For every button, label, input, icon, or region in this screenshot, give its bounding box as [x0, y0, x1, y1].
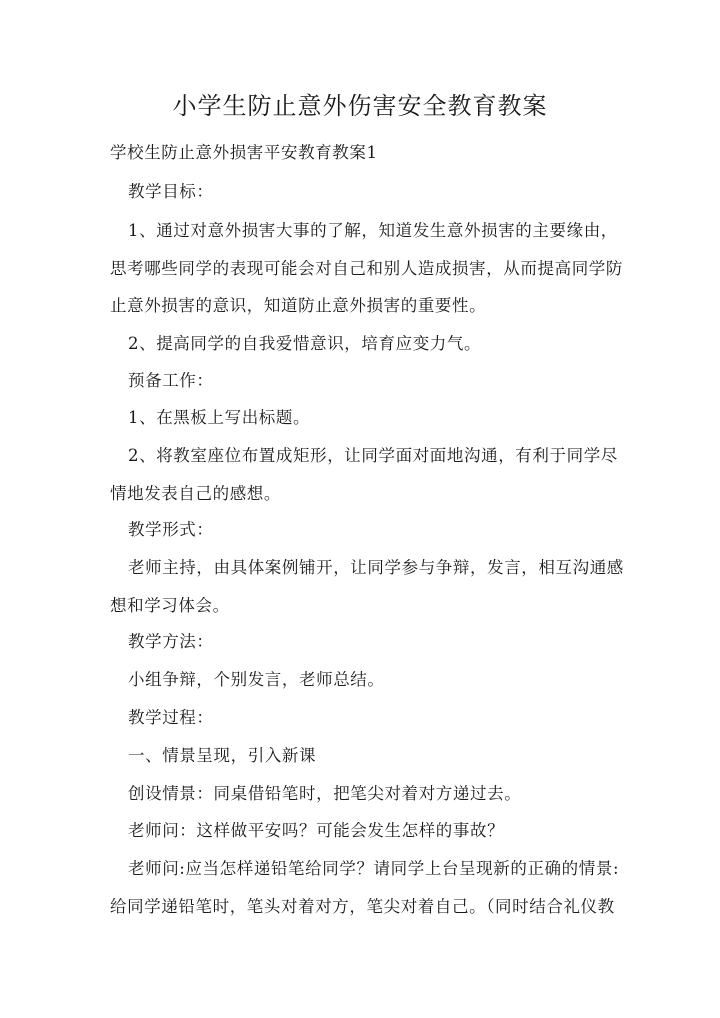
paragraph-line: 1、通过对意外损害大事的了解，知道发生意外损害的主要缘由， — [128, 221, 618, 240]
paragraph-line: 预备工作： — [128, 371, 214, 390]
document-subtitle: 学校生防止意外损害平安教育教案1 — [110, 143, 378, 162]
paragraph-line: 教学过程： — [128, 708, 214, 727]
paragraph-line: 小组争辩，个别发言，老师总结。 — [128, 670, 385, 689]
paragraph-line: 思考哪些同学的表现可能会对自己和别人造成损害，从而提高同学防 — [110, 259, 623, 278]
document-title: 小学生防止意外伤害安全教育教案 — [172, 92, 548, 120]
paragraph-line: 一、情景呈现，引入新课 — [128, 746, 317, 765]
paragraph-line: 教学形式： — [128, 520, 214, 539]
paragraph-line: 想和学习体会。 — [110, 596, 230, 615]
paragraph-line: 创设情景：同桌借铅笔时，把笔尖对着对方递过去。 — [128, 784, 522, 803]
paragraph-line: 老师问：这样做平安吗？可能会发生怎样的事故？ — [128, 821, 505, 840]
paragraph-line: 老师问:应当怎样递铅笔给同学？请同学上台呈现新的正确的情景: — [128, 859, 620, 878]
paragraph-line: 教学方法： — [128, 632, 214, 651]
paragraph-line: 给同学递铅笔时，笔头对着对方，笔尖对着自己。（同时结合礼仪教 — [110, 897, 615, 916]
paragraph-line: 教学目标： — [128, 182, 214, 201]
paragraph-line: 1、在黑板上写出标题。 — [128, 408, 311, 427]
paragraph-line: 止意外损害的意识，知道防止意外损害的重要性。 — [110, 296, 487, 315]
paragraph-line: 老师主持，由具体案例铺开，让同学参与争辩，发言，相互沟通感 — [128, 558, 624, 577]
paragraph-line: 2、将教室座位布置成矩形，让同学面对面地沟通，有利于同学尽 — [128, 446, 618, 465]
paragraph-line: 情地发表自己的感想。 — [110, 484, 281, 503]
paragraph-line: 2、提高同学的自我爱惜意识，培育应变力气。 — [128, 334, 482, 353]
